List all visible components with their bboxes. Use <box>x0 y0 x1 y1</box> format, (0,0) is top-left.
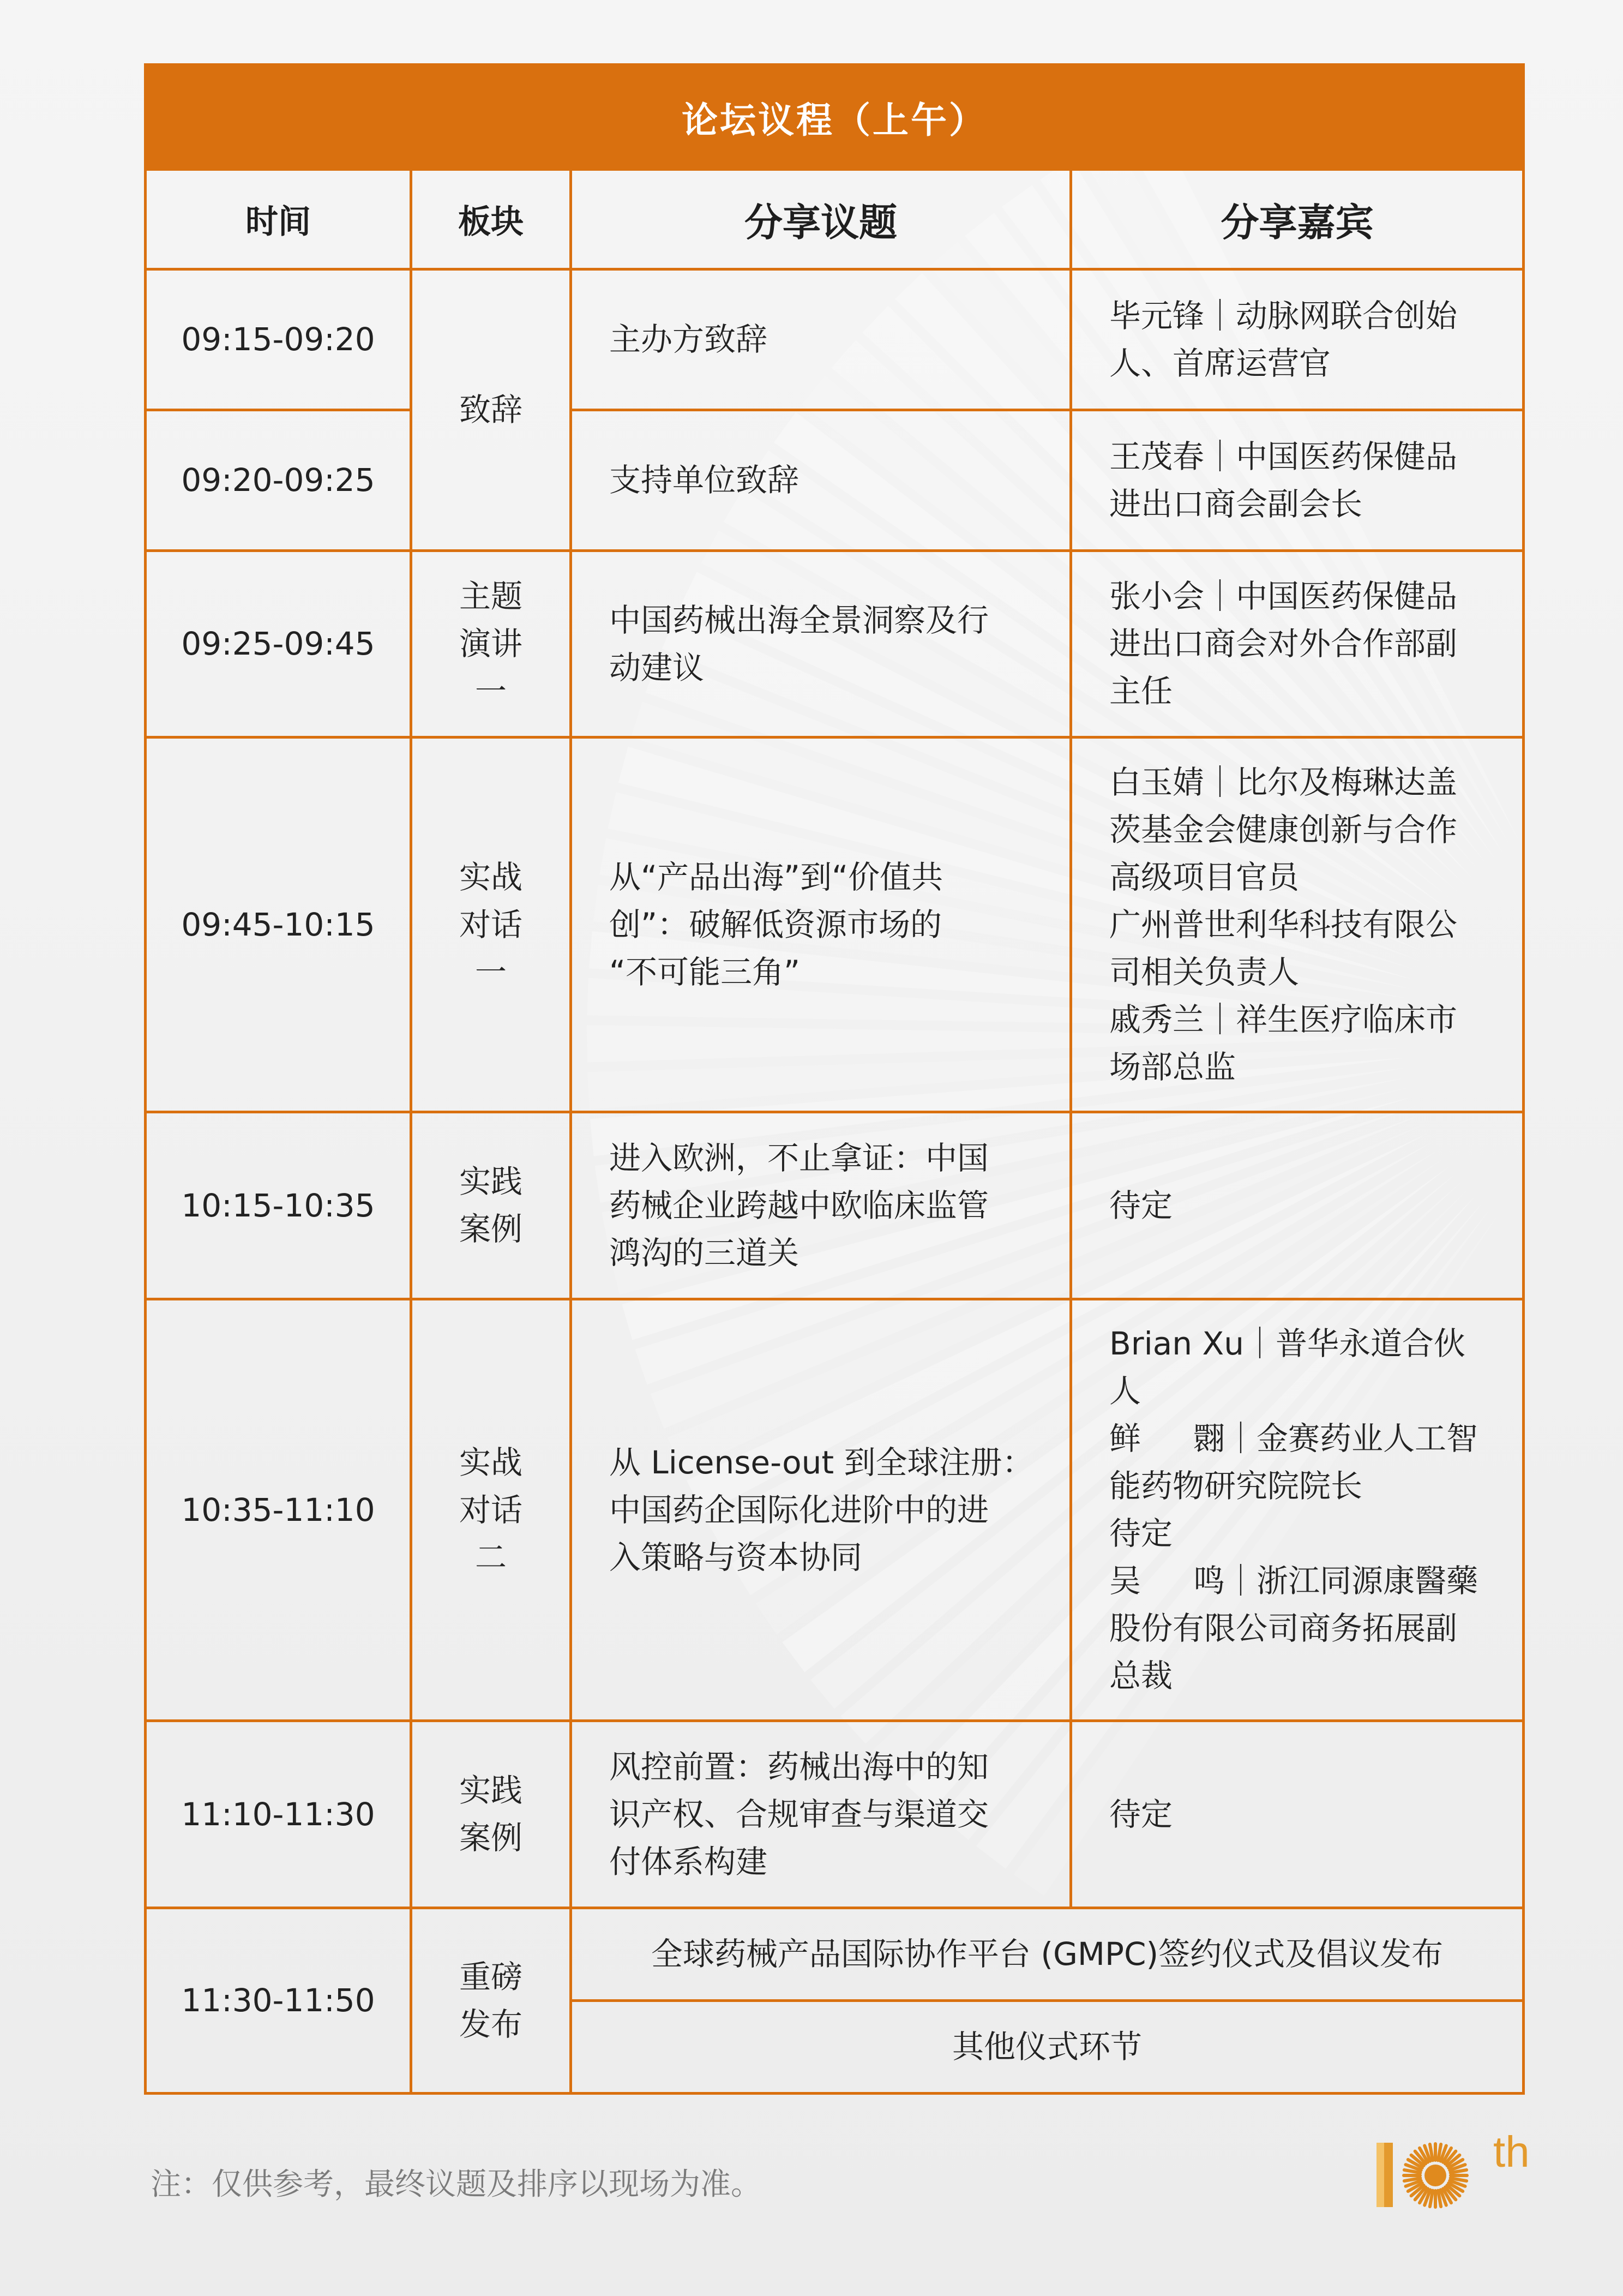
table-row <box>146 1908 1524 2001</box>
speaker-cell <box>1071 1112 1524 1299</box>
topic-cell <box>571 1299 1071 1721</box>
section-line: 案例 <box>459 1210 522 1248</box>
speaker-line: 总裁 <box>1109 1657 1173 1694</box>
speaker-line: 司相关负责人 <box>1109 953 1300 991</box>
section-line: 案例 <box>459 1819 522 1856</box>
topic-cell <box>571 551 1071 738</box>
table-row <box>146 269 1524 410</box>
speaker-line: 高级项目官员 <box>1109 858 1300 896</box>
10th-logo <box>1374 2131 1549 2213</box>
section-cell <box>411 1299 571 1721</box>
topic-cell <box>571 1112 1071 1299</box>
time-cell: 09:15-09:20 <box>146 269 411 410</box>
topic-cell: 支持单位致辞 <box>571 410 1071 551</box>
speaker-line: 张小会｜中国医药保健品 <box>1109 578 1458 615</box>
time-cell: 09:45-10:15 <box>146 738 411 1112</box>
topic-cell <box>571 1721 1071 1908</box>
header-speaker: 分享嘉宾 <box>1071 170 1524 269</box>
speaker-name-part: 鸣｜浙江同源康醫藥 <box>1193 1562 1478 1599</box>
speaker-line: 人 <box>1109 1372 1141 1410</box>
speaker-cell <box>1071 1299 1524 1721</box>
agenda-table <box>144 63 1525 2095</box>
time-cell: 09:25-09:45 <box>146 551 411 738</box>
topic-line: 中国药企国际化进阶中的进 <box>609 1491 989 1528</box>
time-cell: 09:20-09:25 <box>146 410 411 551</box>
release-item: 其他仪式环节 <box>571 2001 1524 2094</box>
topic-line: “不可能三角” <box>609 953 801 991</box>
release-item: 全球药械产品国际协作平台 (GMPC)签约仪式及倡议发布 <box>571 1908 1524 2001</box>
topic-line: 识产权、合规审查与渠道交 <box>609 1795 989 1833</box>
section-line: 实战 <box>459 1443 522 1481</box>
agenda-title: 论坛议程（上午） <box>146 65 1524 170</box>
speaker-line: Brian Xu｜普华永道合伙 <box>1109 1325 1465 1362</box>
speaker-line: 茨基金会健康创新与合作 <box>1109 811 1458 848</box>
footnote: 注：仅供参考，最终议题及排序以现场为准。 <box>151 2167 761 2202</box>
section-line: 重磅 <box>459 1958 522 1995</box>
section-cell <box>411 738 571 1112</box>
speaker-line: 主任 <box>1109 673 1173 710</box>
speaker-line: 白玉婧｜比尔及梅琳达盖 <box>1109 763 1458 801</box>
topic-line: 从“产品出海”到“价值共 <box>609 858 943 896</box>
speaker-line: 王茂春｜中国医药保健品 <box>1109 437 1458 475</box>
section-line: 发布 <box>459 2005 522 2043</box>
section-line: 实践 <box>459 1163 522 1200</box>
speaker-line <box>1109 1557 1500 1605</box>
logo-suffix: th <box>1493 2131 1530 2176</box>
section-line: 对话 <box>459 906 522 943</box>
speaker-line <box>1109 1415 1500 1462</box>
topic-line: 风控前置：药械出海中的知 <box>609 1748 989 1785</box>
table-row <box>146 551 1524 738</box>
section-line: 实战 <box>459 858 522 896</box>
header-section: 板块 <box>411 170 571 269</box>
section-line: 实践 <box>459 1772 522 1809</box>
speaker-line: 待定 <box>1109 1515 1173 1552</box>
section-line: 演讲 <box>459 625 522 662</box>
speaker-cell <box>1071 551 1524 738</box>
speaker-line: 戚秀兰｜祥生医疗临床市 <box>1109 1000 1458 1038</box>
table-row <box>146 1721 1524 1908</box>
header-topic: 分享议题 <box>571 170 1071 269</box>
topic-line: 入策略与资本协同 <box>609 1538 863 1576</box>
speaker-name-part: 翾｜金赛药业人工智 <box>1193 1420 1478 1457</box>
speaker-line: 进出口商会副会长 <box>1109 485 1363 523</box>
table-row <box>146 410 1524 551</box>
header-time: 时间 <box>146 170 411 269</box>
speaker-line: 广州普世利华科技有限公 <box>1109 906 1458 943</box>
time-cell: 10:15-10:35 <box>146 1112 411 1299</box>
time-cell: 11:10-11:30 <box>146 1721 411 1908</box>
topic-line: 动建议 <box>609 649 705 686</box>
header-row <box>146 170 1524 269</box>
speaker-cell <box>1071 738 1524 1112</box>
section-line: 一 <box>474 673 507 710</box>
speaker-line: 场部总监 <box>1109 1048 1236 1086</box>
section-line: 二 <box>474 1538 507 1576</box>
speaker-line: 人、首席运营官 <box>1109 344 1331 382</box>
section-line: 对话 <box>459 1491 522 1528</box>
topic-cell <box>571 738 1071 1112</box>
speaker-line: 待定 <box>1109 1795 1173 1833</box>
table-row <box>146 738 1524 1112</box>
speaker-line: 股份有限公司商务拓展副 <box>1109 1610 1458 1647</box>
section-line: 主题 <box>459 578 522 615</box>
time-cell: 10:35-11:10 <box>146 1299 411 1721</box>
table-row <box>146 1112 1524 1299</box>
topic-line: 药械企业跨越中欧临床监管 <box>609 1186 989 1224</box>
topic-line: 创”：破解低资源市场的 <box>609 906 942 943</box>
speaker-name-part: 鲜 <box>1109 1420 1141 1457</box>
section-line: 一 <box>474 953 507 991</box>
speaker-line: 能药物研究院院长 <box>1109 1467 1363 1504</box>
section-cell: 致辞 <box>411 269 571 551</box>
topic-line: 中国药械出海全景洞察及行 <box>609 601 989 639</box>
speaker-cell <box>1071 1721 1524 1908</box>
speaker-line: 进出口商会对外合作部副 <box>1109 625 1458 662</box>
section-cell <box>411 1721 571 1908</box>
section-cell <box>411 1908 571 2094</box>
table-row <box>146 1299 1524 1721</box>
topic-cell: 主办方致辞 <box>571 269 1071 410</box>
section-cell <box>411 551 571 738</box>
speaker-cell <box>1071 410 1524 551</box>
topic-line: 付体系构建 <box>609 1843 768 1880</box>
topic-line: 进入欧洲，不止拿证：中国 <box>609 1139 989 1177</box>
speaker-line: 毕元锋｜动脉网联合创始 <box>1109 297 1458 334</box>
speaker-line: 待定 <box>1109 1186 1173 1224</box>
section-cell <box>411 1112 571 1299</box>
topic-line: 鸿沟的三道关 <box>609 1234 800 1272</box>
time-cell: 11:30-11:50 <box>146 1908 411 2094</box>
speaker-cell <box>1071 269 1524 410</box>
topic-line: 从 License-out 到全球注册： <box>609 1443 1034 1481</box>
speaker-name-part: 吴 <box>1109 1562 1141 1599</box>
